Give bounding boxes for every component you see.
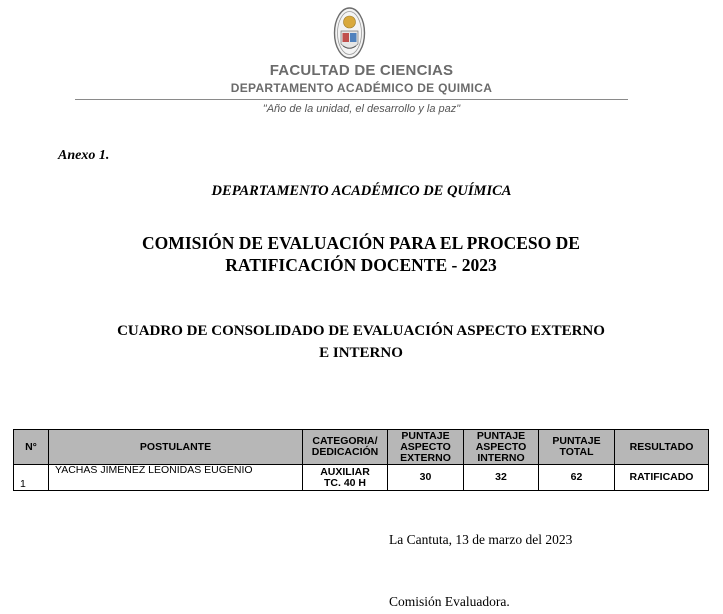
document-subtitle-line-2: E INTERNO — [319, 345, 403, 361]
document-subtitle — [61, 320, 661, 364]
header-total-line-2: TOTAL — [559, 446, 594, 458]
header-puntaje-interno — [464, 430, 539, 465]
table-header-row — [14, 430, 709, 465]
cell-puntaje-total: 62 — [539, 465, 615, 491]
header-resultado: RESULTADO — [615, 430, 709, 465]
header-categoria — [303, 430, 388, 465]
cell-postulante: YACHAS JIMENEZ LEONIDAS EUGENIO — [49, 465, 303, 491]
cell-puntaje-interno: 32 — [464, 465, 539, 491]
header-categoria-line-2: DEDICACIÓN — [311, 446, 379, 458]
cell-num: 1 — [14, 465, 49, 491]
annex-label: Anexo 1. — [58, 148, 110, 163]
cell-categoria-line-1: AUXILIAR — [320, 465, 370, 478]
document-subtitle-line-1: CUADRO DE CONSOLIDADO DE EVALUACIÓN ASPECTO EXTERNO — [117, 323, 605, 339]
cell-resultado: RATIFICADO — [615, 465, 709, 491]
department-title: DEPARTAMENTO ACADÉMICO DE QUÍMICA — [211, 183, 512, 199]
evaluation-results-table — [13, 429, 709, 491]
document-title-line-1: COMISIÓN DE EVALUACIÓN PARA EL PROCESO DE — [142, 233, 580, 253]
cell-categoria-line-2: TC. 40 H — [323, 476, 366, 489]
header-interno-line-1: PUNTAJE — [476, 429, 526, 442]
cell-categoria — [303, 465, 388, 491]
signature-line: Comisión Evaluadora. — [389, 594, 510, 609]
header-num: N° — [14, 430, 49, 465]
header-externo-line-1: PUNTAJE — [401, 429, 450, 442]
header-postulante: POSTULANTE — [49, 430, 303, 465]
header-puntaje-externo — [388, 430, 464, 465]
department-header: DEPARTAMENTO ACADÉMICO DE QUIMICA — [230, 81, 493, 95]
header-externo-line-3: EXTERNO — [400, 451, 451, 464]
header-total-line-1: PUNTAJE — [552, 435, 601, 447]
faculty-name: FACULTAD DE CIENCIAS — [269, 62, 454, 79]
year-motto: "Año de la unidad, el desarrollo y la paz" — [262, 103, 461, 115]
header-externo-line-2: ASPECTO — [400, 440, 451, 453]
place-and-date: La Cantuta, 13 de marzo del 2023 — [389, 532, 573, 547]
header-interno-line-3: INTERNO — [477, 451, 525, 464]
university-crest-logo — [333, 6, 366, 60]
document-title-line-2: RATIFICACIÓN DOCENTE - 2023 — [225, 255, 497, 275]
table-row — [14, 465, 709, 491]
header-interno-line-2: ASPECTO — [475, 440, 527, 453]
header-divider — [75, 99, 628, 100]
cell-puntaje-externo: 30 — [388, 465, 464, 491]
document-title — [61, 232, 661, 276]
header-categoria-line-1: CATEGORIA/ — [312, 435, 378, 447]
header-puntaje-total — [539, 430, 615, 465]
